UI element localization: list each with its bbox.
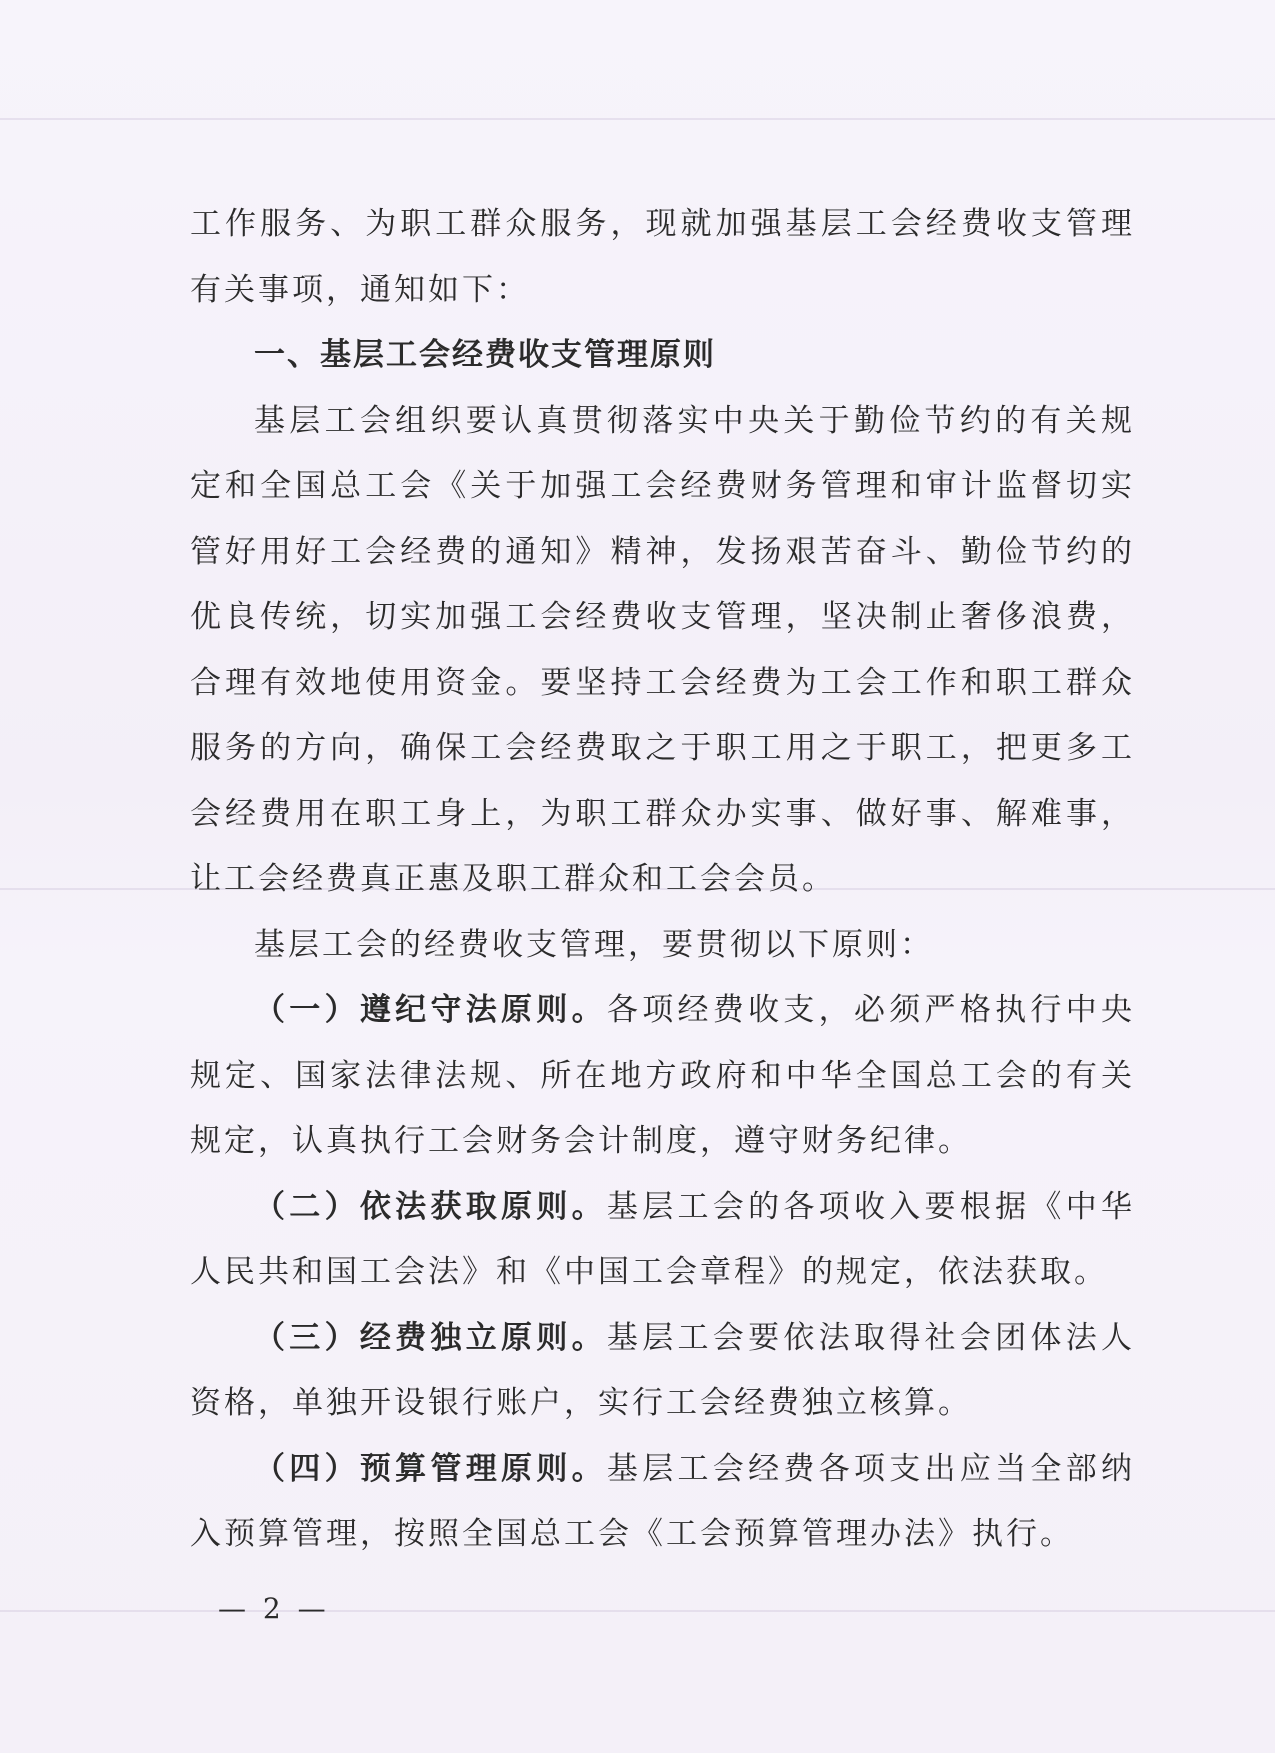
principle-2-text: 基层工会的各项收入要根据《中华人民共和国工会法》和《中国工会章程》的规定，依法获取。 [190, 1188, 1136, 1290]
principle-4-title: （四）预算管理原则。 [254, 1450, 607, 1487]
principle-1-text: 各项经费收支，必须严格执行中央规定、国家法律法规、所在地方政府和中华全国总工会的有关规定，认真执行工会财务会计制度，遵守财务纪律。 [190, 992, 1136, 1159]
fold-line [0, 118, 1275, 120]
principle-1-title: （一）遵纪守法原则。 [254, 992, 607, 1028]
paragraph-1: 基层工会组织要认真贯彻落实中央关于勤俭节约的有关规定和全国总工会《关于加强工会经费财务管理和审计监督切实管好用好工会经费的通知》精神，发扬艰苦奋斗、勤俭节约的优良传统，切实加强工会经费收支管理，坚决制止奢侈浪费，合理有效地使用资金。要坚持工会经费为工会工作和职工群众服务的方向，确保工会经费取之于职工用之于职工，把更多工会经费用在职工身上，为职工群众办实事、做好事、解难事，让工会经费真正惠及职工群众和工会会员。 [190, 402, 1135, 897]
principle-3-title: （三）经费独立原则。 [254, 1319, 607, 1356]
intro-paragraph: 工作服务、为职工群众服务，现就加强基层工会经费收支管理有关事项，通知如下： [190, 206, 1135, 308]
principle-2-title: （二）依法获取原则。 [254, 1188, 607, 1225]
principle-3-text: 基层工会要依法取得社会团体法人资格，单独开设银行账户，实行工会经费独立核算。 [190, 1319, 1136, 1421]
principle-4 [190, 1437, 1135, 1568]
principle-3 [190, 1306, 1135, 1437]
page-number: — 2 — [218, 1592, 330, 1625]
fold-line [0, 1610, 1275, 1612]
principle-2 [190, 1175, 1135, 1306]
principle-1 [190, 978, 1135, 1175]
document-body [190, 192, 1135, 1568]
section-heading: 一、基层工会经费收支管理原则 [254, 337, 716, 373]
paragraph-2: 基层工会的经费收支管理，要贯彻以下原则： [254, 926, 934, 963]
principle-4-text: 基层工会经费各项支出应当全部纳入预算管理，按照全国总工会《工会预算管理办法》执行。 [190, 1450, 1136, 1552]
